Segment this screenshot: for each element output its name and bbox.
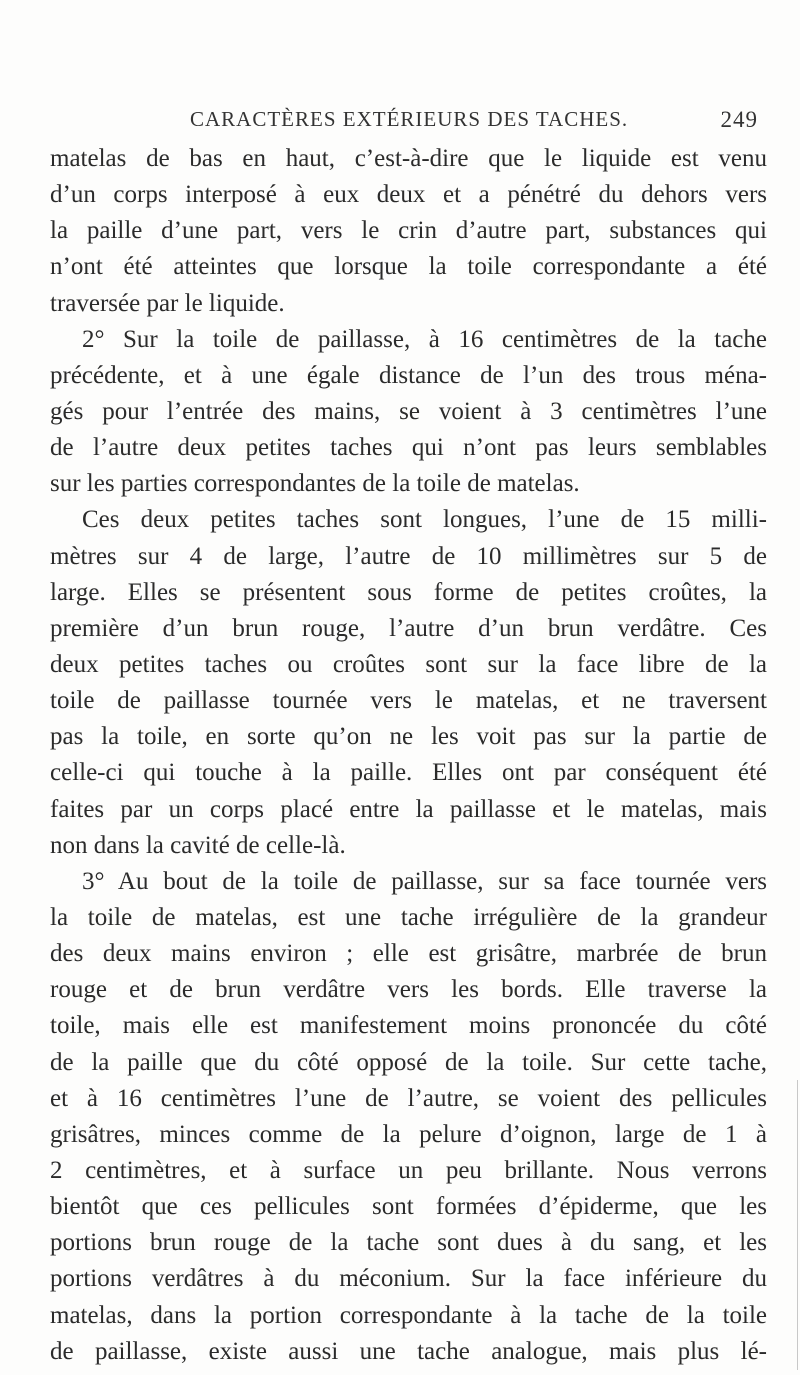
text-line: 2° Sur la toile de paillasse, à 16 centimètres de la tache bbox=[82, 325, 767, 353]
text-line: traversée par le liquide. bbox=[50, 289, 285, 317]
text-line: et à 16 centimètres l’une de l’autre, se voient des pellicules bbox=[50, 1084, 767, 1112]
text-line: celle-ci qui touche à la paille. Elles ont par conséquent été bbox=[50, 759, 767, 787]
text-line: 2 centimètres, et à surface un peu brillante. Nous verrons bbox=[50, 1156, 767, 1184]
text-line: mètres sur 4 de large, l’autre de 10 millimètres sur 5 de bbox=[50, 542, 767, 570]
text-line: rouge et de brun verdâtre vers les bords. Elle traverse la bbox=[50, 976, 767, 1004]
text-line: gés pour l’entrée des mains, se voient à 3 centimètres l’une bbox=[50, 397, 767, 425]
text-line: Ces deux petites taches sont longues, l’une de 15 milli- bbox=[82, 506, 767, 534]
text-line: d’un corps interposé à eux deux et a pénétré du dehors vers bbox=[50, 181, 767, 209]
text-line: large. Elles se présentent sous forme de petites croûtes, la bbox=[50, 578, 767, 606]
text-line: bientôt que ces pellicules sont formées d’épiderme, que les bbox=[50, 1193, 767, 1221]
text-line: faites par un corps placé entre la paillasse et le matelas, mais bbox=[50, 795, 767, 823]
running-title: CARACTÈRES EXTÉRIEURS DES TACHES. bbox=[190, 107, 629, 131]
text-line: des deux mains environ ; elle est grisâtre, marbrée de brun bbox=[50, 940, 767, 968]
text-line: portions brun rouge de la tache sont dues à du sang, et les bbox=[50, 1229, 767, 1257]
page-edge-line bbox=[797, 1080, 798, 1370]
text-line: grisâtres, minces comme de la pelure d’oignon, large de 1 à bbox=[50, 1120, 767, 1148]
running-header bbox=[190, 107, 758, 135]
text-line: toile, mais elle est manifestement moins prononcée du côté bbox=[50, 1012, 767, 1040]
text-line: deux petites taches ou croûtes sont sur la face libre de la bbox=[50, 650, 767, 678]
text-line: la toile de matelas, est une tache irrégulière de la grandeur bbox=[50, 903, 767, 931]
text-line: de paillasse, existe aussi une tache analogue, mais plus lé- bbox=[50, 1337, 767, 1365]
text-line: précédente, et à une égale distance de l’un des trous ména- bbox=[50, 361, 767, 389]
text-line: portions verdâtres à du méconium. Sur la face inférieure du bbox=[50, 1265, 767, 1293]
text-line: matelas, dans la portion correspondante à la tache de la toile bbox=[50, 1301, 767, 1329]
text-line: matelas de bas en haut, c’est-à-dire que le liquide est venu bbox=[50, 145, 767, 172]
text-line: sur les parties correspondantes de la toile de matelas. bbox=[50, 470, 580, 498]
text-line: la paille d’une part, vers le crin d’autre part, substances qui bbox=[50, 217, 767, 245]
text-line: première d’un brun rouge, l’autre d’un brun verdâtre. Ces bbox=[50, 614, 767, 642]
body-text bbox=[50, 141, 767, 1370]
text-line: de l’autre deux petites taches qui n’ont pas leurs semblables bbox=[50, 434, 767, 462]
text-line: n’ont été atteintes que lorsque la toile correspondante a été bbox=[50, 253, 767, 281]
text-line: de la paille que du côté opposé de la toile. Sur cette tache, bbox=[50, 1048, 767, 1076]
text-line: pas la toile, en sorte qu’on ne les voit pas sur la partie de bbox=[50, 723, 767, 751]
text-line: non dans la cavité de celle-là. bbox=[50, 831, 346, 859]
page-number: 249 bbox=[720, 107, 758, 132]
text-line: toile de paillasse tournée vers le matelas, et ne traversent bbox=[50, 687, 767, 715]
text-line: 3° Au bout de la toile de paillasse, sur sa face tournée vers bbox=[82, 867, 767, 895]
